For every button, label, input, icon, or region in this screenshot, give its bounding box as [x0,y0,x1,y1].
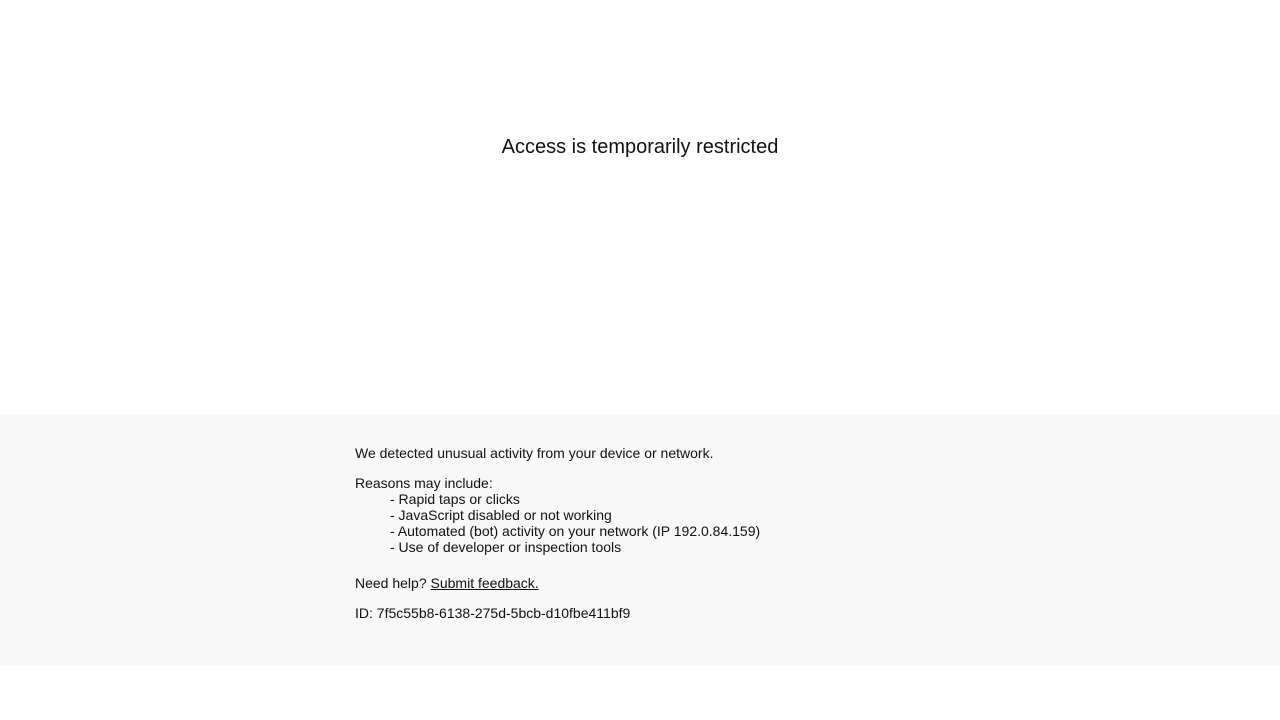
reason-item: - JavaScript disabled or not working [390,507,612,523]
reasons-title: Reasons may include: [355,475,493,491]
reason-item: - Rapid taps or clicks [390,491,520,507]
request-id [355,605,1055,621]
activity-message: We detected unusual activity from your device or network. [355,445,714,461]
info-content [355,445,1055,621]
reason-item: - Automated (bot) activity on your network (IP 192.0.84.159) [390,523,761,539]
info-panel [0,415,1280,665]
submit-feedback-link[interactable]: Submit feedback. [430,575,539,591]
help-prefix: Need help? [355,575,427,591]
page-title: Access is temporarily restricted [501,136,779,158]
help-line [355,575,1055,591]
reason-item: - Use of developer or inspection tools [390,539,622,555]
id-label: ID: [355,605,373,621]
reasons-list [355,491,1055,555]
id-value: 7f5c55b8-6138-275d-5bcb-d10fbe411bf9 [376,605,631,621]
